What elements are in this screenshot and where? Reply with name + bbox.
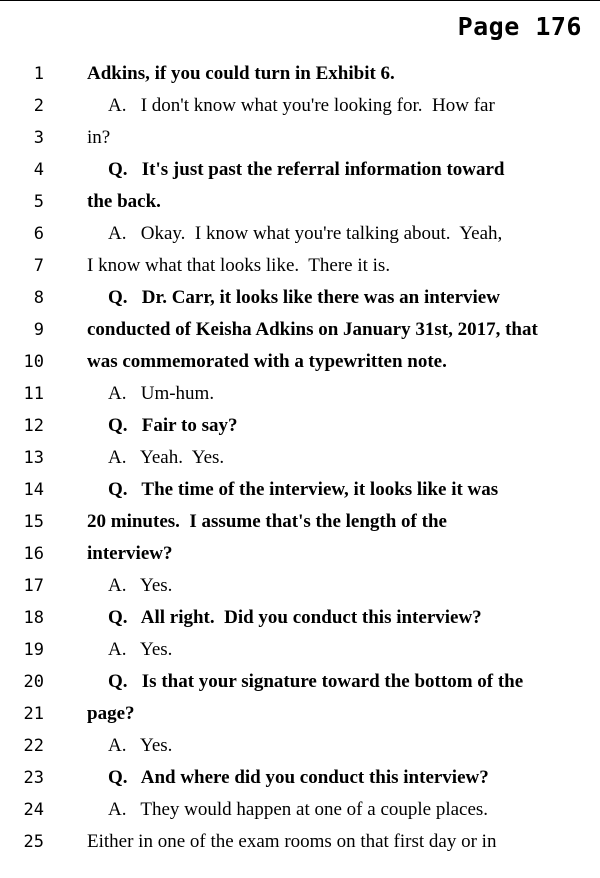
transcript-line — [0, 634, 600, 666]
transcript-line — [0, 730, 600, 762]
transcript-line — [0, 282, 600, 314]
line-number: 11 — [23, 384, 44, 404]
line-number: 3 — [33, 128, 44, 148]
transcript-line — [0, 90, 600, 122]
line-text: Q. Fair to say? — [108, 415, 238, 436]
line-text: Adkins, if you could turn in Exhibit 6. — [87, 63, 395, 84]
line-number: 1 — [33, 64, 44, 84]
transcript-line — [0, 602, 600, 634]
line-number: 2 — [33, 96, 44, 116]
line-text: I know what that looks like. There it is. — [87, 255, 391, 276]
line-text: A. Okay. I know what you're talking about. Yeah, — [108, 223, 503, 244]
line-text: Q. And where did you conduct this interview? — [108, 767, 489, 788]
line-number: 21 — [23, 704, 44, 724]
line-number: 22 — [23, 736, 44, 756]
line-text: A. They would happen at one of a couple places. — [108, 799, 489, 820]
line-text: Q. Dr. Carr, it looks like there was an interview — [108, 287, 500, 308]
line-number: 23 — [23, 768, 44, 788]
line-number: 6 — [33, 224, 44, 244]
line-number: 12 — [23, 416, 44, 436]
line-text: conducted of Keisha Adkins on January 31st, 2017, that — [87, 319, 538, 340]
line-text: page? — [87, 703, 135, 724]
transcript-line — [0, 538, 600, 570]
transcript-line — [0, 506, 600, 538]
transcript-line — [0, 762, 600, 794]
transcript-line — [0, 410, 600, 442]
transcript-line — [0, 186, 600, 218]
transcript-line — [0, 570, 600, 602]
line-text: interview? — [87, 543, 173, 564]
transcript-line — [0, 314, 600, 346]
line-text: 20 minutes. I assume that's the length of the — [87, 511, 447, 532]
line-text: Q. Is that your signature toward the bottom of the — [108, 671, 524, 692]
line-number: 10 — [23, 352, 44, 372]
transcript-line — [0, 218, 600, 250]
line-text: Q. The time of the interview, it looks like it was — [108, 479, 499, 500]
line-number: 7 — [33, 256, 44, 276]
line-text: the back. — [87, 191, 161, 212]
transcript-line — [0, 154, 600, 186]
line-number: 13 — [23, 448, 44, 468]
page-number-header: Page 176 — [457, 12, 582, 41]
line-text: A. I don't know what you're looking for. How far — [108, 95, 495, 116]
line-number: 24 — [23, 800, 44, 820]
line-number: 18 — [23, 608, 44, 628]
transcript-line — [0, 58, 600, 90]
line-text: A. Yes. — [108, 735, 173, 756]
line-number: 19 — [23, 640, 44, 660]
line-number: 5 — [33, 192, 44, 212]
line-number: 15 — [23, 512, 44, 532]
line-number: 8 — [33, 288, 44, 308]
transcript-line — [0, 250, 600, 282]
top-border — [0, 0, 600, 1]
line-number: 14 — [23, 480, 44, 500]
transcript-line — [0, 378, 600, 410]
line-text: A. Yeah. Yes. — [108, 447, 225, 468]
line-number: 9 — [33, 320, 44, 340]
line-text: A. Yes. — [108, 639, 173, 660]
transcript-lines — [0, 58, 600, 858]
line-number: 17 — [23, 576, 44, 596]
transcript-line — [0, 794, 600, 826]
line-text: Q. All right. Did you conduct this interview? — [108, 607, 482, 628]
line-text: Q. It's just past the referral information toward — [108, 159, 505, 180]
transcript-line — [0, 474, 600, 506]
line-text: Either in one of the exam rooms on that first day or in — [87, 831, 497, 852]
transcript-line — [0, 122, 600, 154]
line-text: A. Um-hum. — [108, 383, 215, 404]
transcript-line — [0, 442, 600, 474]
transcript-line — [0, 666, 600, 698]
transcript-line — [0, 346, 600, 378]
line-number: 20 — [23, 672, 44, 692]
line-text: was commemorated with a typewritten note. — [87, 351, 447, 372]
transcript-line — [0, 698, 600, 730]
transcript-line — [0, 826, 600, 858]
line-number: 4 — [33, 160, 44, 180]
line-text: in? — [87, 127, 111, 148]
line-text: A. Yes. — [108, 575, 173, 596]
line-number: 25 — [23, 832, 44, 852]
line-number: 16 — [23, 544, 44, 564]
